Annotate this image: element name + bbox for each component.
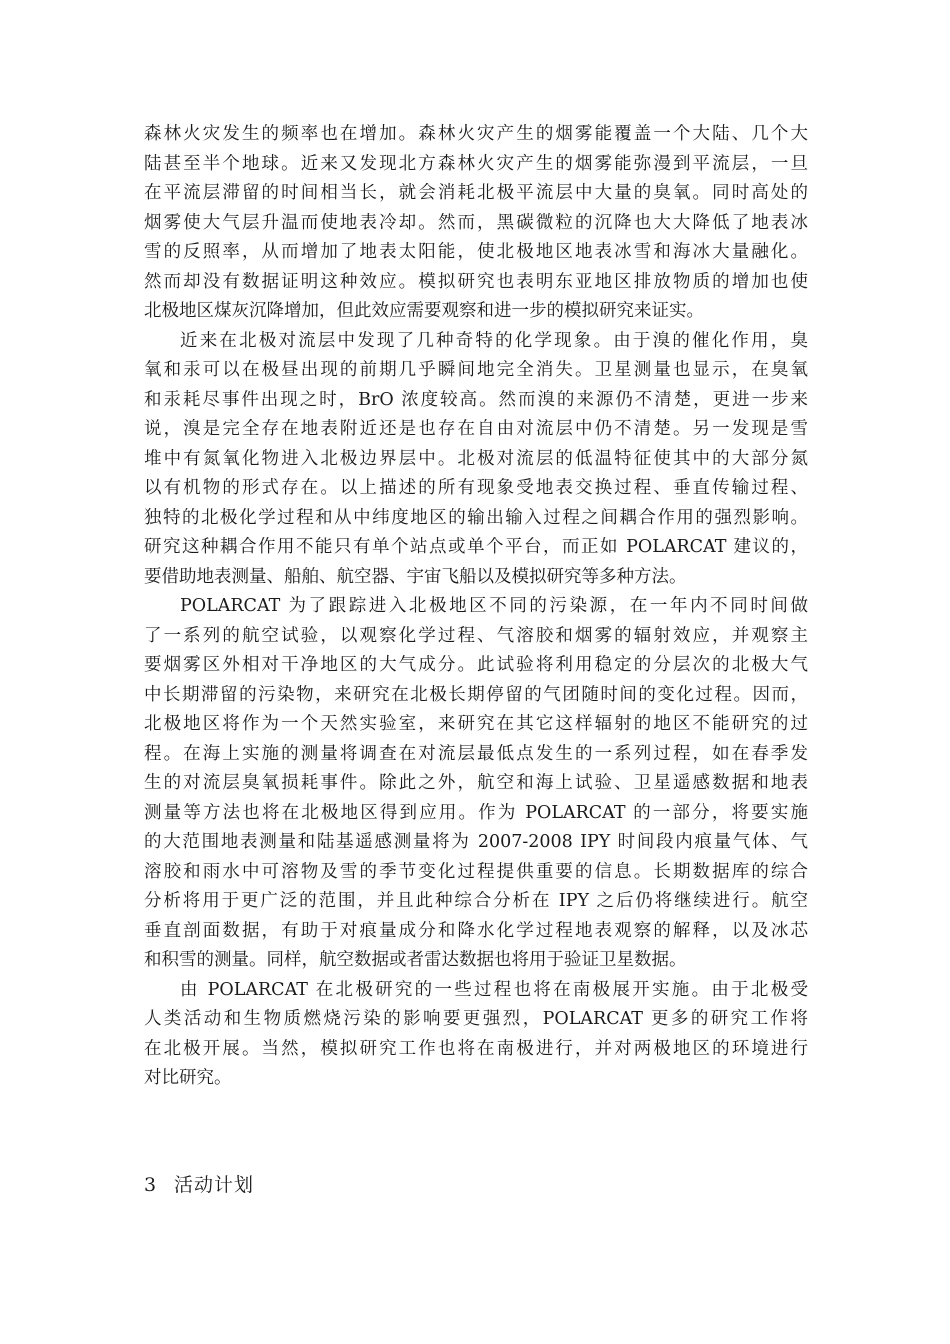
paragraph-2 xyxy=(144,327,808,593)
text-line: 近来在北极对流层中发现了几种奇特的化学现象。由于溴的催化作用，臭 xyxy=(180,330,808,351)
text-line: 对比研究。 xyxy=(144,1068,232,1088)
text-line: 的大范围地表测量和陆基遥感测量将为 2007-2008 IPY 时间段内痕量气体、气 xyxy=(144,832,808,852)
text-line: 氧和汞可以在极昼出现的前期几乎瞬间地完全消失。卫星测量也显示，在臭氧 xyxy=(144,360,808,380)
text-line: 在平流层滞留的时间相当长，就会消耗北极平流层中大量的臭氧。同时高处的 xyxy=(144,183,808,203)
paragraph-3 xyxy=(144,592,808,976)
section-number: 3 xyxy=(144,1174,157,1196)
text-line: 北极地区将作为一个天然实验室，来研究在其它这样辐射的地区不能研究的过 xyxy=(144,714,808,734)
text-line: 和汞耗尽事件出现之时，BrO 浓度较高。然而溴的来源仍不清楚，更进一步来 xyxy=(144,389,808,410)
text-line: 要借助地表测量、船舶、航空器、宇宙飞船以及模拟研究等多种方法。 xyxy=(144,566,687,587)
text-line: 堆中有氮氧化物进入北极边界层中。北极对流层的低温特征使其中的大部分氮 xyxy=(144,448,808,469)
text-line: 雪的反照率，从而增加了地表太阳能，使北极地区地表冰雪和海冰大量融化。 xyxy=(144,242,808,262)
section-title: 活动计划 xyxy=(174,1174,255,1196)
paragraph-1 xyxy=(144,120,808,327)
text-line: 森林火灾发生的频率也在增加。森林火灾产生的烟雾能覆盖一个大陆、几个大 xyxy=(144,124,808,144)
text-line: 由 POLARCAT 在北极研究的一些过程也将在南极展开实施。由于北极受 xyxy=(180,979,808,1000)
text-line: POLARCAT 为了跟踪进入北极地区不同的污染源，在一年内不同时间做 xyxy=(180,596,808,616)
text-line: 独特的北极化学过程和从中纬度地区的输出输入过程之间耦合作用的强烈影响。 xyxy=(144,507,808,528)
text-line: 溶胶和雨水中可溶物及雪的季节变化过程提供重要的信息。长期数据库的综合 xyxy=(144,861,808,882)
section-heading xyxy=(144,1170,254,1197)
text-line: 要烟雾区外相对干净地区的大气成分。此试验将利用稳定的分层次的北极大气 xyxy=(144,655,808,675)
paragraph-4 xyxy=(144,976,808,1094)
text-line: 在北极开展。当然，模拟研究工作也将在南极进行，并对两极地区的环境进行 xyxy=(144,1038,808,1059)
text-line: 程。在海上实施的测量将调查在对流层最低点发生的一系列过程，如在春季发 xyxy=(144,743,808,764)
text-line: 研究这种耦合作用不能只有单个站点或单个平台，而正如 POLARCAT 建议的， xyxy=(144,537,808,557)
text-line: 烟雾使大气层升温而使地表冷却。然而，黑碳微粒的沉降也大大降低了地表冰 xyxy=(144,212,808,233)
text-line: 北极地区煤灰沉降增加，但此效应需要观察和进一步的模拟研究来证实。 xyxy=(144,301,704,321)
text-line: 中长期滞留的污染物，来研究在北极长期停留的气团随时间的变化过程。因而， xyxy=(144,684,808,705)
text-line: 垂直剖面数据，有助于对痕量成分和降水化学过程地表观察的解释，以及冰芯 xyxy=(144,920,808,941)
text-line: 了一系列的航空试验，以观察化学过程、气溶胶和烟雾的辐射效应，并观察主 xyxy=(144,625,808,646)
text-line: 测量等方法也将在北极地区得到应用。作为 POLARCAT 的一部分，将要实施 xyxy=(144,802,808,823)
text-line: 和积雪的测量。同样，航空数据或者雷达数据也将用于验证卫星数据。 xyxy=(144,950,687,970)
text-line: 陆甚至半个地球。近来又发现北方森林火灾产生的烟雾能弥漫到平流层，一旦 xyxy=(144,153,808,174)
text-line: 以有机物的形式存在。以上描述的所有现象受地表交换过程、垂直传输过程、 xyxy=(144,478,808,498)
text-line: 生的对流层臭氧损耗事件。除此之外，航空和海上试验、卫星遥感数据和地表 xyxy=(144,773,808,793)
text-line: 分析将用于更广泛的范围，并且此种综合分析在 IPY 之后仍将继续进行。航空 xyxy=(144,891,808,911)
text-line: 人类活动和生物质燃烧污染的影响要更强烈，POLARCAT 更多的研究工作将 xyxy=(144,1009,808,1029)
text-line: 然而却没有数据证明这种效应。模拟研究也表明东亚地区排放物质的增加也使 xyxy=(144,271,808,292)
body-text xyxy=(144,120,808,1094)
text-line: 说，溴是完全存在地表附近还是也存在自由对流层中仍不清楚。另一发现是雪 xyxy=(144,419,808,439)
